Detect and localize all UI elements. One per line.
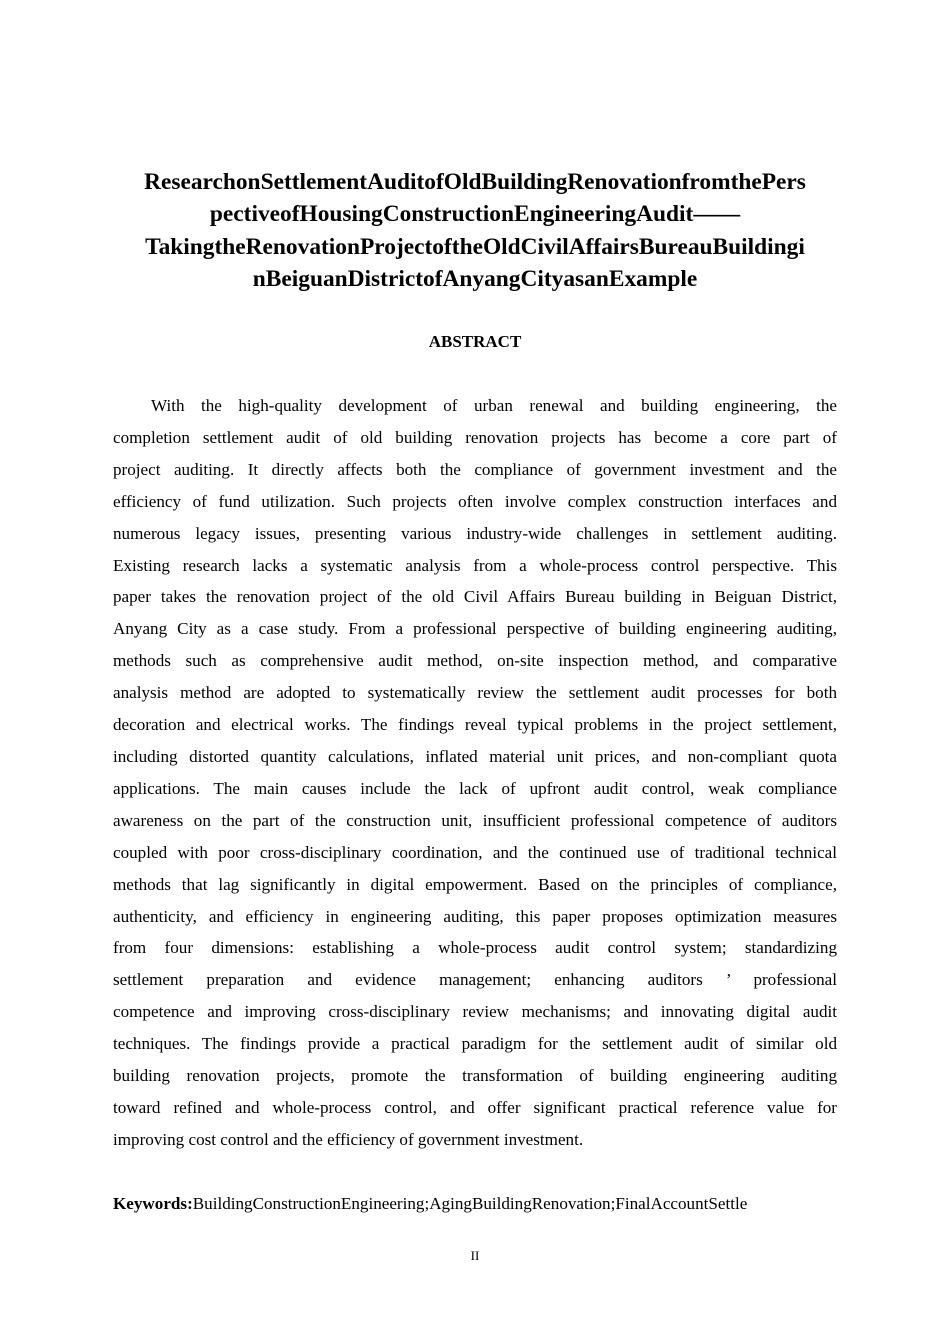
- abstract-line: settlement preparation and evidence management; enhancing auditors ’ professional: [113, 970, 837, 990]
- abstract-line: improving cost control and the efficiency of government investment.: [113, 1129, 584, 1149]
- abstract-line: numerous legacy issues, presenting various industry-wide challenges in settlement auditing.: [113, 523, 837, 543]
- abstract-line: Existing research lacks a systematic analysis from a whole-process control perspective. This: [113, 555, 837, 575]
- keywords-text: BuildingConstructionEngineering;AgingBuildingRenovation;FinalAccountSettle: [192, 1194, 748, 1213]
- abstract-line: from four dimensions: establishing a whole-process audit control system; standardizing: [113, 938, 837, 958]
- title-line: ResearchonSettlementAuditofOldBuildingRenovationfromthePers: [144, 169, 806, 195]
- page-number: II: [470, 1248, 480, 1263]
- title-line: TakingtheRenovationProjectoftheOldCivilAffairsBureauBuildingi: [145, 233, 805, 260]
- abstract-line: methods that lag significantly in digital empowerment. Based on the principles of compliance,: [113, 874, 837, 894]
- abstract-line: including distorted quantity calculations, inflated material unit prices, and non-compliant quota: [113, 746, 837, 766]
- abstract-line: Anyang City as a case study. From a professional perspective of building engineering auditing,: [113, 619, 837, 639]
- abstract-line: toward refined and whole-process control, and offer significant practical reference value for: [113, 1097, 837, 1117]
- title-line: pectiveofHousingConstructionEngineeringAudit——: [209, 201, 741, 228]
- abstract-line: coupled with poor cross-disciplinary coordination, and the continued use of traditional technical: [113, 842, 837, 862]
- abstract-line: analysis method are adopted to systematically review the settlement audit processes for both: [113, 683, 837, 703]
- abstract-line: authenticity, and efficiency in engineering auditing, this paper proposes optimization measures: [113, 906, 837, 926]
- abstract-line: methods such as comprehensive audit method, on-site inspection method, and comparative: [113, 651, 837, 671]
- abstract-line: project auditing. It directly affects both the compliance of government investment and the: [113, 459, 837, 479]
- abstract-line: decoration and electrical works. The findings reveal typical problems in the project settlement,: [113, 715, 837, 735]
- abstract-line: With the high-quality development of urban renewal and building engineering, the: [151, 396, 837, 415]
- abstract-line: building renovation projects, promote the transformation of building engineering auditing: [113, 1066, 837, 1086]
- keywords: [113, 1191, 747, 1217]
- abstract-line: applications. The main causes include the lack of upfront audit control, weak compliance: [113, 778, 837, 798]
- abstract-line: paper takes the renovation project of the old Civil Affairs Bureau building in Beiguan District,: [113, 587, 837, 607]
- abstract-heading: ABSTRACT: [428, 332, 522, 351]
- abstract-line: completion settlement audit of old building renovation projects has become a core part of: [113, 427, 837, 447]
- abstract-line: competence and improving cross-disciplinary review mechanisms; and innovating digital audit: [113, 1002, 837, 1022]
- abstract-body: [113, 390, 837, 1156]
- abstract-line: efficiency of fund utilization. Such projects often involve complex construction interfaces and: [113, 491, 837, 511]
- keywords-label: Keywords:: [113, 1194, 193, 1213]
- paper-title: [100, 166, 850, 296]
- title-line: nBeiguanDistrictofAnyangCityasanExample: [252, 266, 698, 293]
- abstract-line: awareness on the part of the construction unit, insufficient professional competence of auditors: [113, 810, 837, 830]
- abstract-line: techniques. The findings provide a practical paradigm for the settlement audit of similar old: [113, 1034, 837, 1054]
